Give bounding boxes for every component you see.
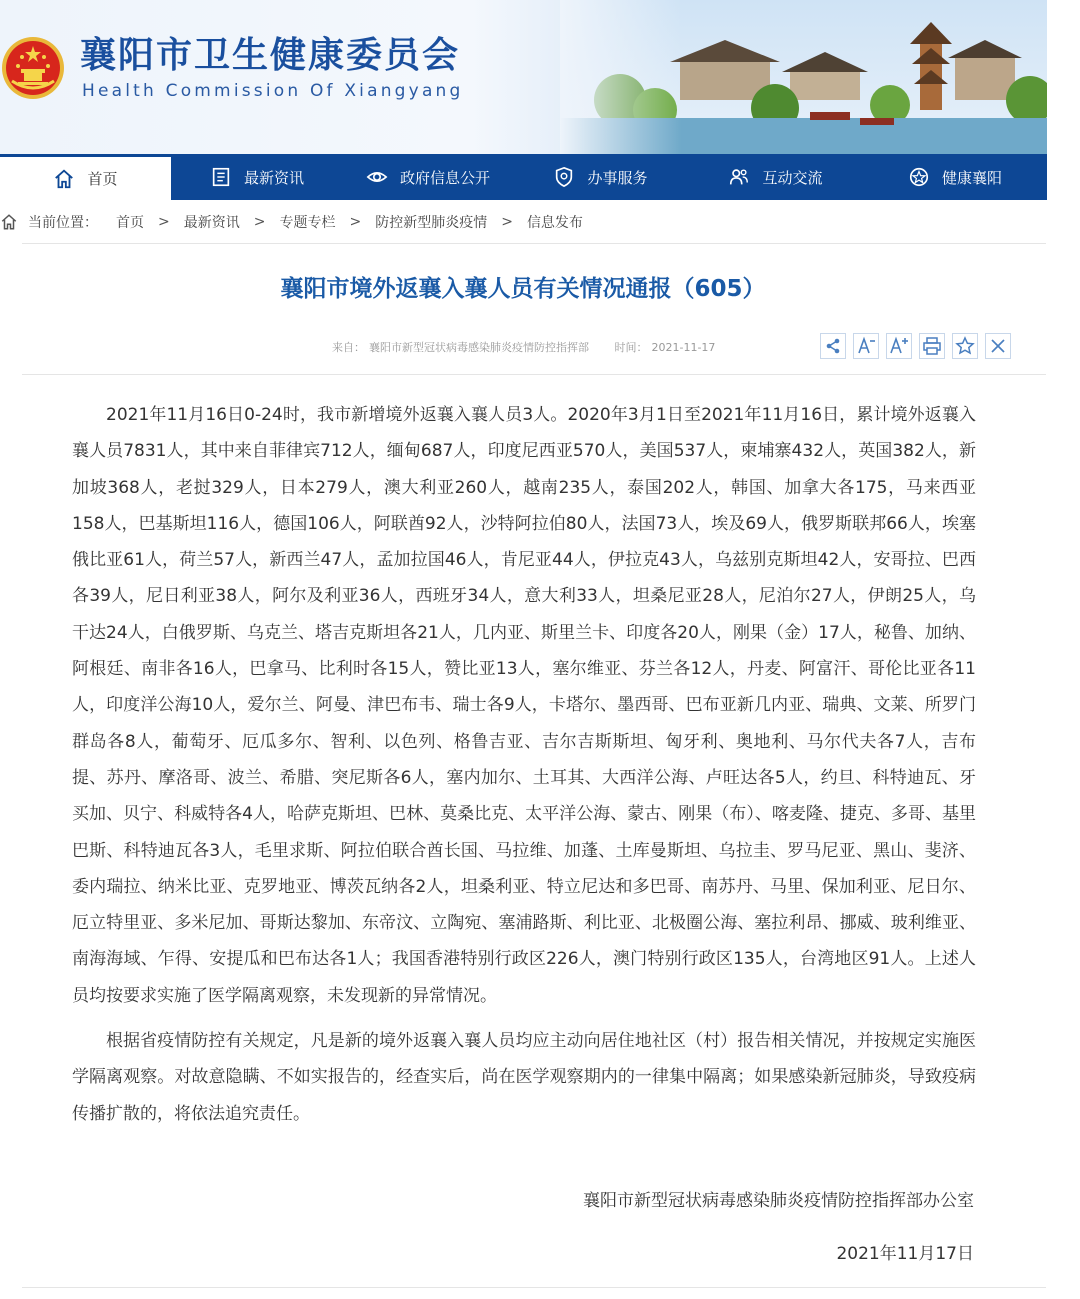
article-date: 2021年11月17日 [836,1244,974,1264]
breadcrumb-separator: > [158,214,170,230]
city-scenery-image [560,0,1047,154]
home-icon [0,213,18,231]
time-label: 时间： [614,341,648,354]
favorite-button[interactable] [952,333,978,359]
font-increase-icon [889,336,909,356]
header-banner [0,0,1047,154]
interaction-icon [728,166,750,188]
article-meta [332,339,719,355]
favorite-icon [955,336,975,356]
nav-item-home[interactable] [0,154,171,200]
share-button[interactable] [820,333,846,359]
site-title: 襄阳市卫生健康委员会 [80,35,461,76]
nav-item-gov-info[interactable] [343,154,513,200]
nav-item-health[interactable] [863,154,1047,200]
breadcrumb-separator: > [501,214,513,230]
breadcrumb-item-release[interactable]: 信息发布 [526,215,583,231]
eye-icon [366,166,388,188]
nav-item-service[interactable] [513,154,688,200]
site-subtitle: Health Commission Of Xiangyang [82,81,464,101]
font-decrease-button[interactable] [853,333,879,359]
font-decrease-icon [856,336,876,356]
article-source: 襄阳市新型冠状病毒感染肺炎疫情防控指挥部 [369,341,589,354]
nav-label: 互动交流 [762,168,823,187]
article-toolbar [820,333,1011,359]
close-button[interactable] [985,333,1011,359]
breadcrumb-separator: > [253,214,266,230]
main-nav [0,154,1047,200]
nav-label: 健康襄阳 [941,168,1002,187]
font-increase-button[interactable] [886,333,912,359]
breadcrumb [0,212,583,232]
service-icon [553,166,575,188]
nav-label: 最新资讯 [243,168,304,187]
print-icon [922,336,942,356]
breadcrumb-item-news[interactable]: 最新资讯 [183,215,240,231]
article-paragraph: 根据省疫情防控有关规定，凡是新的境外返襄入襄人员均应主动向居住地社区（村）报告相关情况，并按规定实施医学隔离观察。对故意隐瞒、不如实报告的，经查实后，尚在医学观察期内的一律集中隔离；如果感染新冠肺炎，导致疫病传播扩散的，将依法追究责任。 [72,1031,976,1124]
breadcrumb-separator: > [349,214,362,230]
article-paragraph: 2021年11月16日0-24时，我市新增境外返襄入襄人员3人。2020年3月1日至2021年11月16日，累计境外返襄入襄人员7831人，其中来自菲律宾712人，缅甸687人，印度尼西亚570人，美国537人，柬埔寨432人，英国382人，新加坡368人，老挝329人，日本279人，澳大利亚260人，越南235人，泰国202人，韩国、加拿大各175，马来西亚158人，巴基斯坦116人，德国106人，阿联酋92人，沙特阿拉伯80人，法国73人，埃及69人，俄罗斯联邦66人，埃塞俄比亚61人，荷兰57人，新西兰47人，孟加拉国46人，肯尼亚44人，伊拉克43人，乌兹别克斯坦42人，安哥拉、巴西各39人，尼日利亚38人，阿尔及利亚36人，西班牙34人，意大利33人，坦桑尼亚28人，尼泊尔27人，伊朗25人，乌干达24人，白俄罗斯、乌克兰、塔吉克斯坦各21人，几内亚、斯里兰卡、印度各20人，刚果（金）17人，秘鲁、加纳、阿根廷、南非各16人，巴拿马、比利时各15人，赞比亚13人，塞尔维亚、芬兰各12人，丹麦、阿富汗、哥伦比亚各11人，印度洋公海10人，爱尔兰、阿曼、津巴布韦、瑞士各9人，卡塔尔、墨西哥、巴布亚新几内亚、瑞典、文莱、所罗门群岛各8人，葡萄牙、厄瓜多尔、智利、以色列、格鲁吉亚、吉尔吉斯斯坦、匈牙利、奥地利、马尔代夫各7人，吉布提、苏丹、摩洛哥、波兰、希腊、突尼斯各6人，塞内加尔、土耳其、大西洋公海、卢旺达各5人，约旦、科特迪瓦、牙买加、贝宁、科威特各4人，哈萨克斯坦、巴林、莫桑比克、太平洋公海、蒙古、刚果（布）、喀麦隆、捷克、多哥、基里巴斯、科特迪瓦各3人，毛里求斯、阿拉伯联合酋长国、马拉维、加蓬、土库曼斯坦、乌拉圭、罗马尼亚、黑山、斐济、委内瑞拉、纳米比亚、克罗地亚、博茨瓦纳各2人，坦桑利亚、特立尼达和多巴哥、南苏丹、马里、保加利亚、尼日尔、厄立特里亚、多米尼加、哥斯达黎加、东帝汶、立陶宛、塞浦路斯、利比亚、北极圈公海、塞拉利昂、挪威、玻利维亚、南海海域、乍得、安提瓜和巴布达各1人；我国香港特别行政区226人，澳门特别行政区135人，台湾地区91人。上述人员均按要求实施了医学隔离观察，未发现新的异常情况。 [72,405,976,1006]
news-icon [210,166,232,188]
divider [22,374,1046,375]
source-label: 来自： [332,341,365,354]
article-signature: 襄阳市新型冠状病毒感染肺炎疫情防控指挥部办公室 [583,1191,974,1211]
health-icon [908,166,930,188]
breadcrumb-item-special[interactable]: 专题专栏 [279,215,336,231]
nav-item-news[interactable] [171,154,343,200]
share-icon [823,336,843,356]
nav-item-interaction[interactable] [688,154,863,200]
divider [22,243,1046,244]
nav-label: 办事服务 [587,168,648,187]
close-icon [988,336,1008,356]
divider [22,1287,1046,1288]
article-title: 襄阳市境外返襄入襄人员有关情况通报（605） [280,276,766,302]
article-time: 2021-11-17 [651,341,716,354]
nav-label: 政府信息公开 [399,168,490,187]
nav-label: 首页 [87,170,118,188]
breadcrumb-item-epidemic[interactable]: 防控新型肺炎疫情 [375,215,488,231]
national-emblem-icon [0,35,66,101]
breadcrumb-label: 当前位置： [28,215,98,231]
article-body [72,397,976,1132]
home-icon [53,168,75,190]
print-button[interactable] [919,333,945,359]
breadcrumb-item-home[interactable]: 首页 [116,215,144,231]
